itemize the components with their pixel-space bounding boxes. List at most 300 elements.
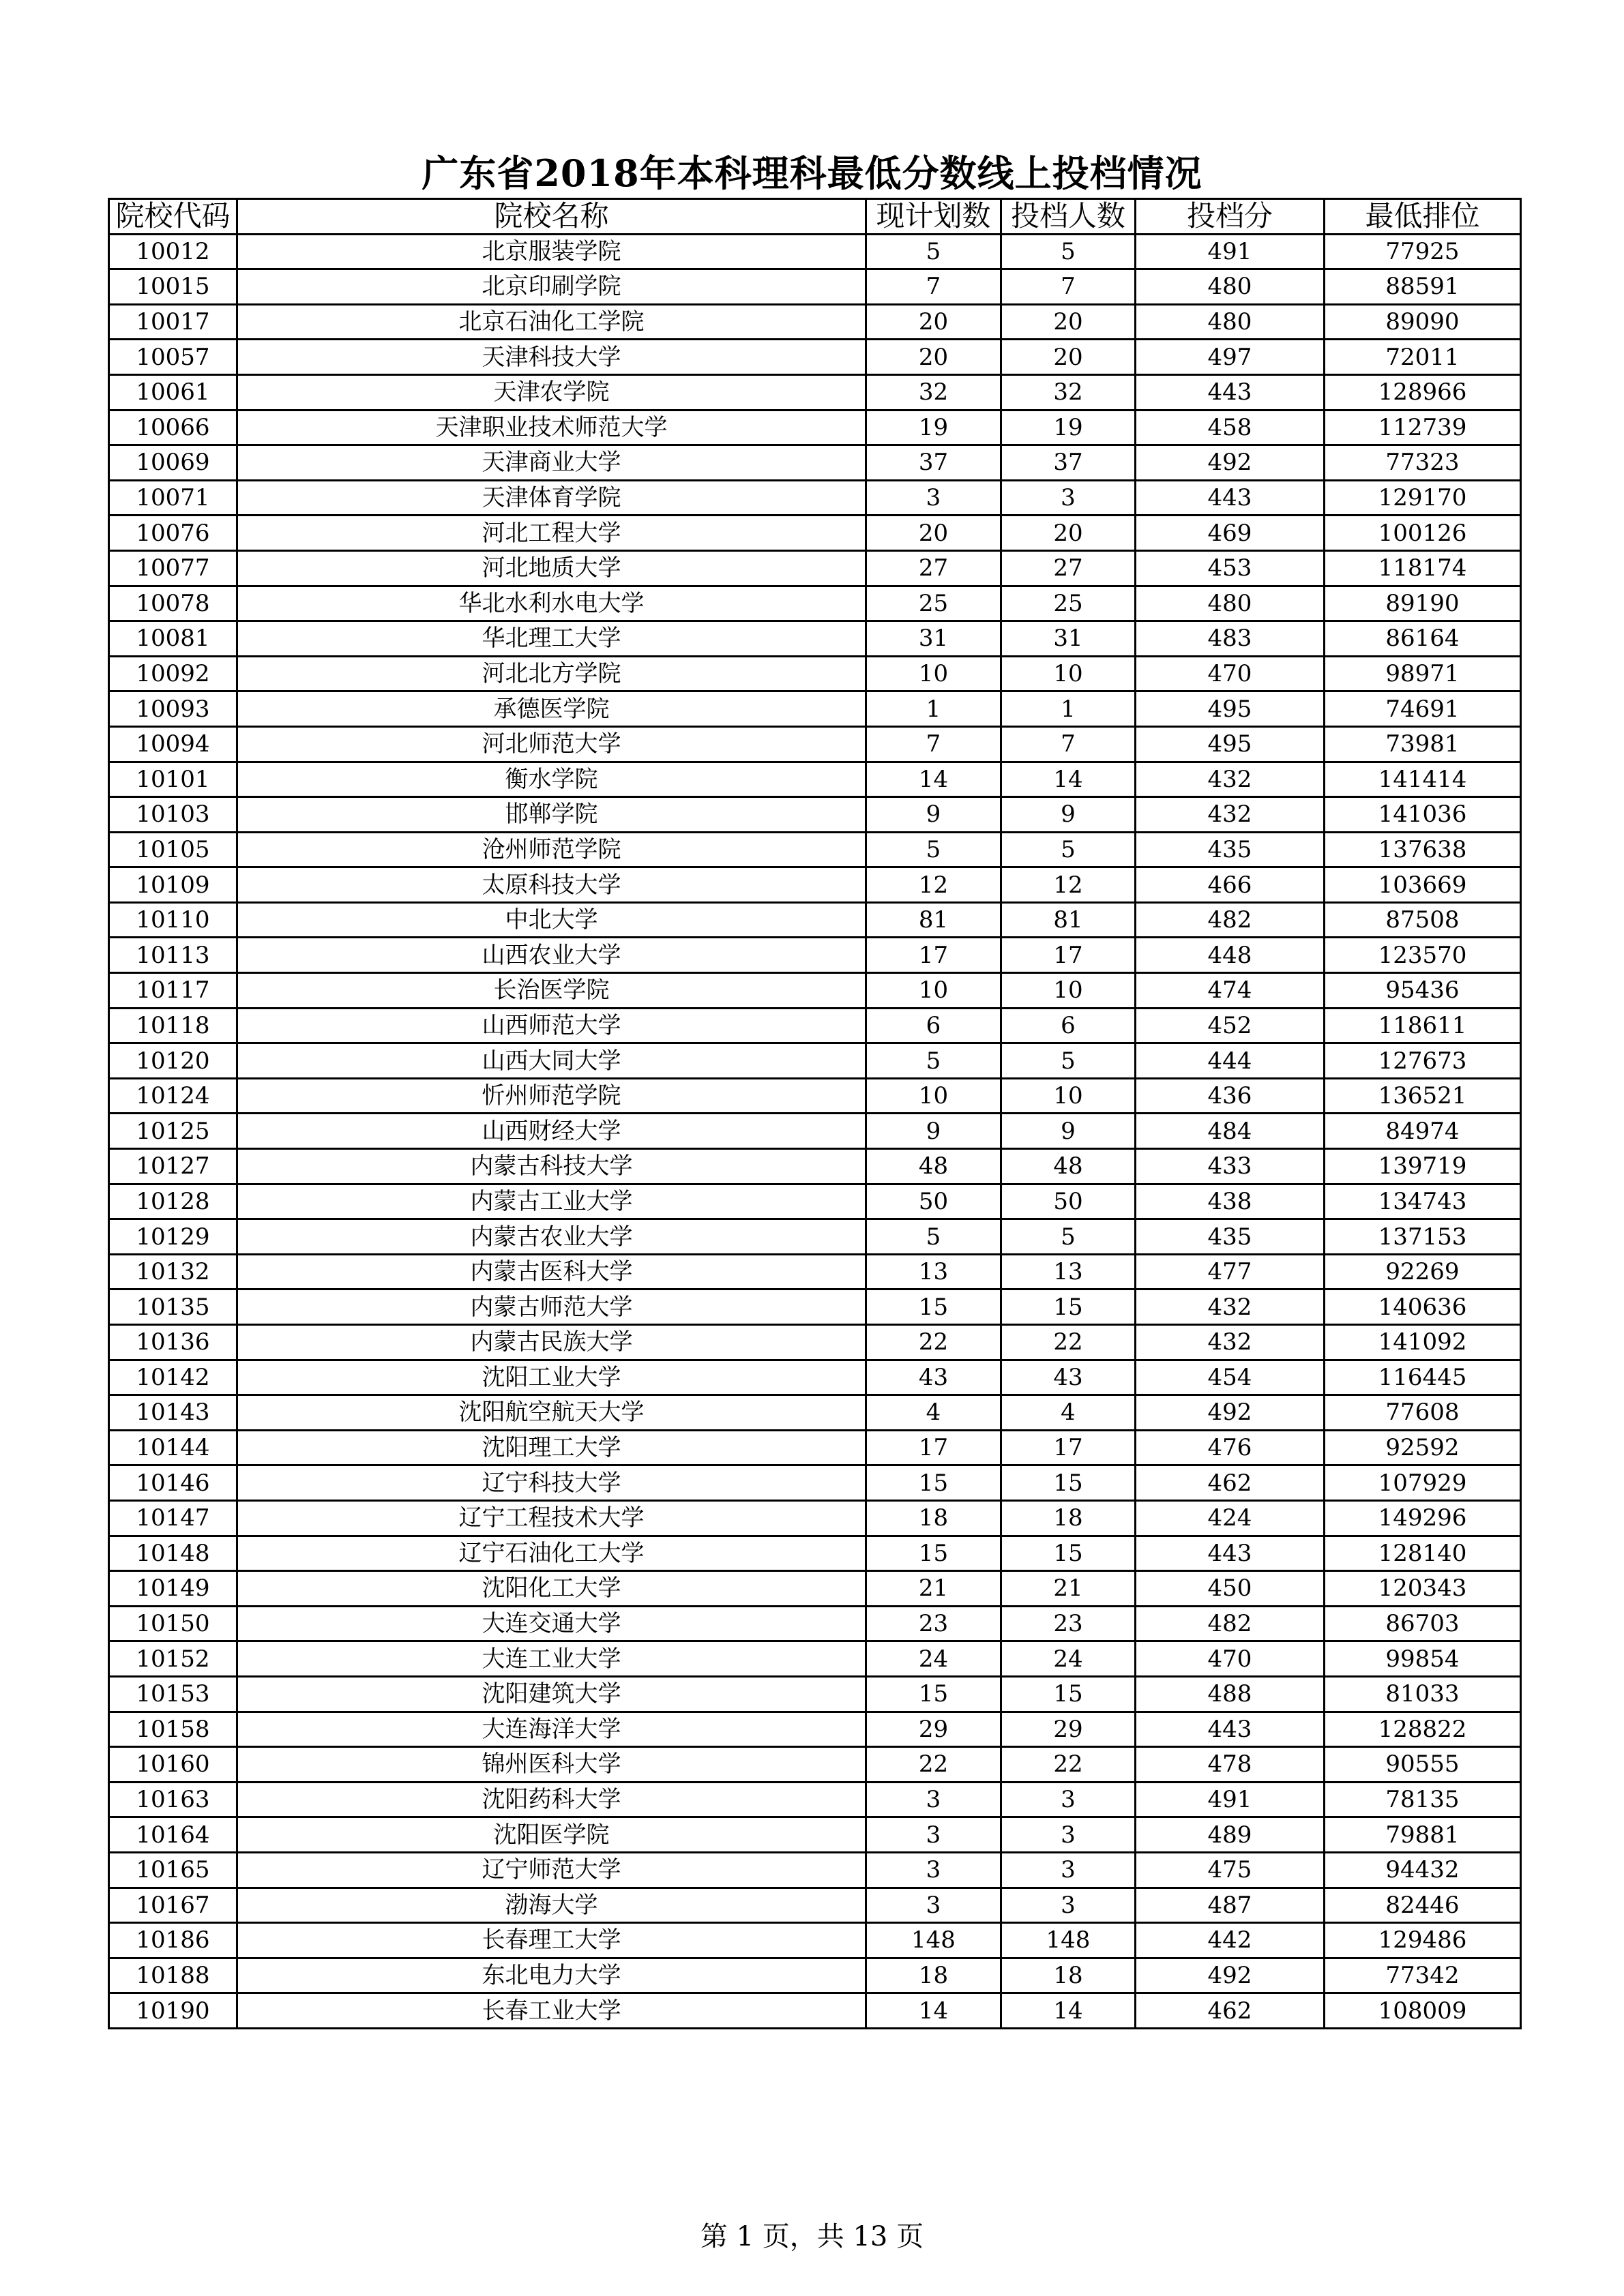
cell-current-plan: 22 [866, 1747, 1001, 1783]
cell-admitted-count: 3 [1001, 1852, 1136, 1888]
cell-school-code: 10153 [109, 1676, 237, 1712]
cell-min-rank: 78135 [1325, 1782, 1521, 1817]
cell-admission-score: 480 [1136, 269, 1325, 305]
cell-school-code: 10152 [109, 1641, 237, 1677]
cell-min-rank: 94432 [1325, 1852, 1521, 1888]
cell-current-plan: 37 [866, 445, 1001, 481]
cell-school-code: 10127 [109, 1149, 237, 1184]
cell-school-code: 10105 [109, 832, 237, 867]
cell-current-plan: 17 [866, 938, 1001, 973]
cell-admission-score: 448 [1136, 938, 1325, 973]
cell-school-name: 忻州师范学院 [237, 1078, 866, 1114]
table-row [109, 1641, 1521, 1677]
cell-min-rank: 120343 [1325, 1571, 1521, 1607]
cell-school-code: 10160 [109, 1747, 237, 1783]
table-row [109, 1958, 1521, 1993]
table-row [109, 973, 1521, 1009]
table-row [109, 410, 1521, 445]
cell-admitted-count: 6 [1001, 1008, 1136, 1043]
cell-admitted-count: 7 [1001, 269, 1136, 305]
cell-school-name: 天津职业技术师范大学 [237, 410, 866, 445]
table-row [109, 480, 1521, 516]
cell-admitted-count: 18 [1001, 1500, 1136, 1536]
cell-current-plan: 23 [866, 1606, 1001, 1641]
cell-school-code: 10136 [109, 1325, 237, 1360]
table-row [109, 1888, 1521, 1923]
table-row [109, 1008, 1521, 1043]
cell-school-name: 太原科技大学 [237, 867, 866, 903]
cell-admitted-count: 3 [1001, 480, 1136, 516]
table-row [109, 445, 1521, 481]
cell-admitted-count: 20 [1001, 304, 1136, 340]
cell-current-plan: 3 [866, 1817, 1001, 1853]
cell-school-code: 10113 [109, 938, 237, 973]
table-body [109, 234, 1521, 2028]
cell-admission-score: 469 [1136, 516, 1325, 551]
cell-school-code: 10017 [109, 304, 237, 340]
cell-current-plan: 15 [866, 1465, 1001, 1501]
table-row [109, 938, 1521, 973]
table-row [109, 1676, 1521, 1712]
cell-current-plan: 14 [866, 1993, 1001, 2029]
cell-admission-score: 443 [1136, 1712, 1325, 1747]
cell-school-code: 10143 [109, 1395, 237, 1431]
cell-current-plan: 19 [866, 410, 1001, 445]
cell-admission-score: 450 [1136, 1571, 1325, 1607]
table-row [109, 1430, 1521, 1465]
table-row [109, 1817, 1521, 1853]
cell-admitted-count: 148 [1001, 1923, 1136, 1958]
cell-admitted-count: 5 [1001, 1043, 1136, 1079]
cell-min-rank: 141414 [1325, 762, 1521, 797]
cell-min-rank: 98971 [1325, 656, 1521, 691]
cell-min-rank: 141092 [1325, 1325, 1521, 1360]
cell-admitted-count: 27 [1001, 550, 1136, 586]
cell-admitted-count: 5 [1001, 234, 1136, 269]
cell-min-rank: 128966 [1325, 374, 1521, 410]
cell-admission-score: 442 [1136, 1923, 1325, 1958]
table-row [109, 1712, 1521, 1747]
cell-min-rank: 128822 [1325, 1712, 1521, 1747]
cell-admission-score: 435 [1136, 1219, 1325, 1255]
cell-current-plan: 7 [866, 726, 1001, 762]
cell-admission-score: 453 [1136, 550, 1325, 586]
table-header-row [109, 199, 1521, 235]
cell-school-code: 10146 [109, 1465, 237, 1501]
cell-min-rank: 72011 [1325, 340, 1521, 375]
cell-admitted-count: 14 [1001, 1993, 1136, 2029]
cell-school-name: 华北水利水电大学 [237, 586, 866, 621]
cell-admission-score: 432 [1136, 1289, 1325, 1325]
cell-min-rank: 118174 [1325, 550, 1521, 586]
cell-school-name: 大连海洋大学 [237, 1712, 866, 1747]
table-row [109, 1465, 1521, 1501]
cell-admission-score: 432 [1136, 1325, 1325, 1360]
cell-current-plan: 29 [866, 1712, 1001, 1747]
cell-admission-score: 477 [1136, 1254, 1325, 1289]
cell-school-name: 沈阳航空航天大学 [237, 1395, 866, 1431]
cell-min-rank: 99854 [1325, 1641, 1521, 1677]
cell-current-plan: 10 [866, 1078, 1001, 1114]
cell-admitted-count: 48 [1001, 1149, 1136, 1184]
cell-school-code: 10109 [109, 867, 237, 903]
header-admission-score: 投档分 [1136, 199, 1325, 235]
cell-school-code: 10132 [109, 1254, 237, 1289]
table-row [109, 516, 1521, 551]
cell-admission-score: 495 [1136, 691, 1325, 727]
cell-school-name: 北京石油化工学院 [237, 304, 866, 340]
cell-school-name: 承德医学院 [237, 691, 866, 727]
cell-admitted-count: 50 [1001, 1184, 1136, 1219]
cell-school-name: 长春工业大学 [237, 1993, 866, 2029]
cell-admitted-count: 3 [1001, 1782, 1136, 1817]
cell-school-name: 河北工程大学 [237, 516, 866, 551]
cell-admission-score: 489 [1136, 1817, 1325, 1853]
cell-school-code: 10078 [109, 586, 237, 621]
cell-min-rank: 127673 [1325, 1043, 1521, 1079]
cell-admitted-count: 29 [1001, 1712, 1136, 1747]
cell-school-name: 天津农学院 [237, 374, 866, 410]
cell-admitted-count: 22 [1001, 1325, 1136, 1360]
cell-school-name: 天津科技大学 [237, 340, 866, 375]
cell-school-name: 渤海大学 [237, 1888, 866, 1923]
cell-current-plan: 32 [866, 374, 1001, 410]
cell-admitted-count: 32 [1001, 374, 1136, 410]
cell-admission-score: 492 [1136, 1958, 1325, 1993]
header-school-name: 院校名称 [237, 199, 866, 235]
cell-school-code: 10124 [109, 1078, 237, 1114]
cell-current-plan: 20 [866, 304, 1001, 340]
cell-min-rank: 79881 [1325, 1817, 1521, 1853]
table-row [109, 1993, 1521, 2029]
cell-current-plan: 15 [866, 1676, 1001, 1712]
cell-school-code: 10101 [109, 762, 237, 797]
cell-school-name: 沈阳药科大学 [237, 1782, 866, 1817]
cell-school-code: 10128 [109, 1184, 237, 1219]
cell-current-plan: 20 [866, 340, 1001, 375]
table-row [109, 1078, 1521, 1114]
cell-admitted-count: 3 [1001, 1817, 1136, 1853]
cell-school-code: 10103 [109, 797, 237, 833]
cell-admitted-count: 81 [1001, 902, 1136, 938]
cell-admission-score: 433 [1136, 1149, 1325, 1184]
cell-school-name: 沧州师范学院 [237, 832, 866, 867]
cell-current-plan: 25 [866, 586, 1001, 621]
cell-school-code: 10147 [109, 1500, 237, 1536]
cell-admitted-count: 15 [1001, 1465, 1136, 1501]
cell-min-rank: 118611 [1325, 1008, 1521, 1043]
cell-admission-score: 458 [1136, 410, 1325, 445]
cell-school-name: 山西财经大学 [237, 1114, 866, 1149]
cell-school-name: 长治医学院 [237, 973, 866, 1009]
cell-school-name: 沈阳化工大学 [237, 1571, 866, 1607]
cell-min-rank: 77323 [1325, 445, 1521, 481]
cell-min-rank: 128140 [1325, 1536, 1521, 1571]
cell-school-code: 10061 [109, 374, 237, 410]
cell-admitted-count: 18 [1001, 1958, 1136, 1993]
cell-school-name: 沈阳建筑大学 [237, 1676, 866, 1712]
cell-admission-score: 436 [1136, 1078, 1325, 1114]
cell-admitted-count: 20 [1001, 340, 1136, 375]
table-row [109, 1923, 1521, 1958]
cell-min-rank: 92592 [1325, 1430, 1521, 1465]
cell-min-rank: 137638 [1325, 832, 1521, 867]
cell-admitted-count: 15 [1001, 1676, 1136, 1712]
cell-school-code: 10148 [109, 1536, 237, 1571]
cell-school-name: 北京印刷学院 [237, 269, 866, 305]
cell-school-name: 北京服装学院 [237, 234, 866, 269]
cell-school-name: 内蒙古师范大学 [237, 1289, 866, 1325]
cell-school-name: 大连工业大学 [237, 1641, 866, 1677]
cell-current-plan: 3 [866, 1782, 1001, 1817]
cell-admitted-count: 12 [1001, 867, 1136, 903]
cell-admission-score: 482 [1136, 1606, 1325, 1641]
cell-min-rank: 139719 [1325, 1149, 1521, 1184]
cell-current-plan: 81 [866, 902, 1001, 938]
table-row [109, 1149, 1521, 1184]
cell-admitted-count: 4 [1001, 1395, 1136, 1431]
cell-admission-score: 443 [1136, 1536, 1325, 1571]
cell-admission-score: 492 [1136, 1395, 1325, 1431]
cell-admission-score: 466 [1136, 867, 1325, 903]
cell-school-code: 10118 [109, 1008, 237, 1043]
cell-min-rank: 92269 [1325, 1254, 1521, 1289]
cell-school-code: 10135 [109, 1289, 237, 1325]
cell-admission-score: 432 [1136, 797, 1325, 833]
cell-admission-score: 476 [1136, 1430, 1325, 1465]
cell-admission-score: 462 [1136, 1993, 1325, 2029]
cell-admitted-count: 10 [1001, 973, 1136, 1009]
cell-min-rank: 74691 [1325, 691, 1521, 727]
cell-school-name: 沈阳理工大学 [237, 1430, 866, 1465]
table-row [109, 1184, 1521, 1219]
cell-current-plan: 3 [866, 1852, 1001, 1888]
cell-school-code: 10190 [109, 1993, 237, 2029]
cell-school-code: 10149 [109, 1571, 237, 1607]
cell-admission-score: 470 [1136, 656, 1325, 691]
cell-admitted-count: 5 [1001, 832, 1136, 867]
table-row [109, 1500, 1521, 1536]
cell-min-rank: 89090 [1325, 304, 1521, 340]
cell-admission-score: 454 [1136, 1360, 1325, 1395]
cell-current-plan: 15 [866, 1289, 1001, 1325]
cell-school-name: 山西农业大学 [237, 938, 866, 973]
cell-admission-score: 483 [1136, 621, 1325, 657]
cell-school-code: 10165 [109, 1852, 237, 1888]
table-row [109, 621, 1521, 657]
table-row [109, 234, 1521, 269]
cell-admitted-count: 19 [1001, 410, 1136, 445]
cell-min-rank: 88591 [1325, 269, 1521, 305]
table-row [109, 1043, 1521, 1079]
table-row [109, 374, 1521, 410]
cell-min-rank: 107929 [1325, 1465, 1521, 1501]
cell-min-rank: 73981 [1325, 726, 1521, 762]
table-row [109, 656, 1521, 691]
cell-admission-score: 484 [1136, 1114, 1325, 1149]
cell-admission-score: 497 [1136, 340, 1325, 375]
cell-school-code: 10142 [109, 1360, 237, 1395]
cell-school-code: 10066 [109, 410, 237, 445]
table-row [109, 1782, 1521, 1817]
cell-admission-score: 452 [1136, 1008, 1325, 1043]
cell-min-rank: 116445 [1325, 1360, 1521, 1395]
cell-school-name: 沈阳医学院 [237, 1817, 866, 1853]
table-row [109, 1114, 1521, 1149]
cell-admitted-count: 22 [1001, 1747, 1136, 1783]
cell-admitted-count: 13 [1001, 1254, 1136, 1289]
cell-school-code: 10015 [109, 269, 237, 305]
cell-min-rank: 81033 [1325, 1676, 1521, 1712]
cell-admission-score: 435 [1136, 832, 1325, 867]
cell-admission-score: 491 [1136, 234, 1325, 269]
cell-admission-score: 424 [1136, 1500, 1325, 1536]
table-row [109, 550, 1521, 586]
page-footer: 第 1 页，共 13 页 [700, 2221, 924, 2252]
cell-min-rank: 108009 [1325, 1993, 1521, 2029]
cell-school-code: 10144 [109, 1430, 237, 1465]
table-row [109, 726, 1521, 762]
cell-school-name: 大连交通大学 [237, 1606, 866, 1641]
cell-admitted-count: 15 [1001, 1536, 1136, 1571]
cell-admitted-count: 14 [1001, 762, 1136, 797]
cell-school-name: 内蒙古农业大学 [237, 1219, 866, 1255]
page-title: 广东省2018年本科理科最低分数线上投档情况 [422, 151, 1202, 195]
cell-admitted-count: 31 [1001, 621, 1136, 657]
cell-current-plan: 10 [866, 973, 1001, 1009]
table-row [109, 1289, 1521, 1325]
cell-school-name: 河北地质大学 [237, 550, 866, 586]
cell-school-name: 华北理工大学 [237, 621, 866, 657]
cell-school-name: 锦州医科大学 [237, 1747, 866, 1783]
cell-admitted-count: 43 [1001, 1360, 1136, 1395]
cell-admission-score: 444 [1136, 1043, 1325, 1079]
cell-school-code: 10129 [109, 1219, 237, 1255]
cell-school-code: 10081 [109, 621, 237, 657]
cell-school-name: 邯郸学院 [237, 797, 866, 833]
cell-current-plan: 17 [866, 1430, 1001, 1465]
cell-school-name: 长春理工大学 [237, 1923, 866, 1958]
cell-school-code: 10077 [109, 550, 237, 586]
cell-current-plan: 3 [866, 480, 1001, 516]
cell-school-code: 10012 [109, 234, 237, 269]
cell-current-plan: 43 [866, 1360, 1001, 1395]
cell-admitted-count: 10 [1001, 1078, 1136, 1114]
cell-school-code: 10094 [109, 726, 237, 762]
cell-admitted-count: 21 [1001, 1571, 1136, 1607]
table-row [109, 797, 1521, 833]
cell-admission-score: 443 [1136, 480, 1325, 516]
cell-current-plan: 21 [866, 1571, 1001, 1607]
cell-school-name: 河北北方学院 [237, 656, 866, 691]
cell-min-rank: 149296 [1325, 1500, 1521, 1536]
cell-min-rank: 90555 [1325, 1747, 1521, 1783]
table-row [109, 1852, 1521, 1888]
cell-admission-score: 438 [1136, 1184, 1325, 1219]
cell-school-name: 天津体育学院 [237, 480, 866, 516]
cell-min-rank: 87508 [1325, 902, 1521, 938]
header-current-plan: 现计划数 [866, 199, 1001, 235]
table-row [109, 586, 1521, 621]
cell-admission-score: 470 [1136, 1641, 1325, 1677]
table-row [109, 1395, 1521, 1431]
cell-admitted-count: 5 [1001, 1219, 1136, 1255]
cell-admission-score: 432 [1136, 762, 1325, 797]
cell-school-name: 辽宁石油化工大学 [237, 1536, 866, 1571]
cell-admitted-count: 20 [1001, 516, 1136, 551]
cell-current-plan: 18 [866, 1958, 1001, 1993]
cell-current-plan: 18 [866, 1500, 1001, 1536]
cell-min-rank: 82446 [1325, 1888, 1521, 1923]
cell-school-code: 10076 [109, 516, 237, 551]
table-row [109, 902, 1521, 938]
cell-admission-score: 495 [1136, 726, 1325, 762]
cell-current-plan: 13 [866, 1254, 1001, 1289]
cell-school-code: 10069 [109, 445, 237, 481]
cell-school-name: 东北电力大学 [237, 1958, 866, 1993]
cell-school-name: 辽宁师范大学 [237, 1852, 866, 1888]
cell-current-plan: 15 [866, 1536, 1001, 1571]
cell-current-plan: 148 [866, 1923, 1001, 1958]
cell-school-name: 辽宁工程技术大学 [237, 1500, 866, 1536]
cell-min-rank: 129170 [1325, 480, 1521, 516]
cell-min-rank: 89190 [1325, 586, 1521, 621]
table-row [109, 340, 1521, 375]
cell-current-plan: 14 [866, 762, 1001, 797]
table-row [109, 1325, 1521, 1360]
cell-current-plan: 24 [866, 1641, 1001, 1677]
cell-admission-score: 462 [1136, 1465, 1325, 1501]
table-row [109, 1536, 1521, 1571]
table-row [109, 1360, 1521, 1395]
cell-school-name: 山西师范大学 [237, 1008, 866, 1043]
cell-min-rank: 136521 [1325, 1078, 1521, 1114]
cell-min-rank: 123570 [1325, 938, 1521, 973]
cell-min-rank: 95436 [1325, 973, 1521, 1009]
cell-min-rank: 77342 [1325, 1958, 1521, 1993]
cell-admission-score: 492 [1136, 445, 1325, 481]
cell-current-plan: 7 [866, 269, 1001, 305]
cell-min-rank: 77608 [1325, 1395, 1521, 1431]
table-row [109, 1606, 1521, 1641]
cell-admitted-count: 23 [1001, 1606, 1136, 1641]
cell-school-code: 10125 [109, 1114, 237, 1149]
cell-current-plan: 5 [866, 1219, 1001, 1255]
cell-school-name: 沈阳工业大学 [237, 1360, 866, 1395]
cell-admitted-count: 15 [1001, 1289, 1136, 1325]
table-row [109, 1571, 1521, 1607]
cell-current-plan: 5 [866, 1043, 1001, 1079]
cell-admitted-count: 7 [1001, 726, 1136, 762]
cell-current-plan: 50 [866, 1184, 1001, 1219]
cell-school-name: 内蒙古民族大学 [237, 1325, 866, 1360]
cell-current-plan: 27 [866, 550, 1001, 586]
cell-admission-score: 443 [1136, 374, 1325, 410]
cell-admission-score: 487 [1136, 1888, 1325, 1923]
cell-school-name: 河北师范大学 [237, 726, 866, 762]
cell-school-code: 10117 [109, 973, 237, 1009]
cell-admitted-count: 17 [1001, 1430, 1136, 1465]
cell-current-plan: 9 [866, 1114, 1001, 1149]
cell-min-rank: 84974 [1325, 1114, 1521, 1149]
table-row [109, 269, 1521, 305]
cell-current-plan: 9 [866, 797, 1001, 833]
cell-admitted-count: 3 [1001, 1888, 1136, 1923]
cell-min-rank: 103669 [1325, 867, 1521, 903]
cell-min-rank: 134743 [1325, 1184, 1521, 1219]
cell-school-name: 天津商业大学 [237, 445, 866, 481]
cell-admission-score: 480 [1136, 586, 1325, 621]
